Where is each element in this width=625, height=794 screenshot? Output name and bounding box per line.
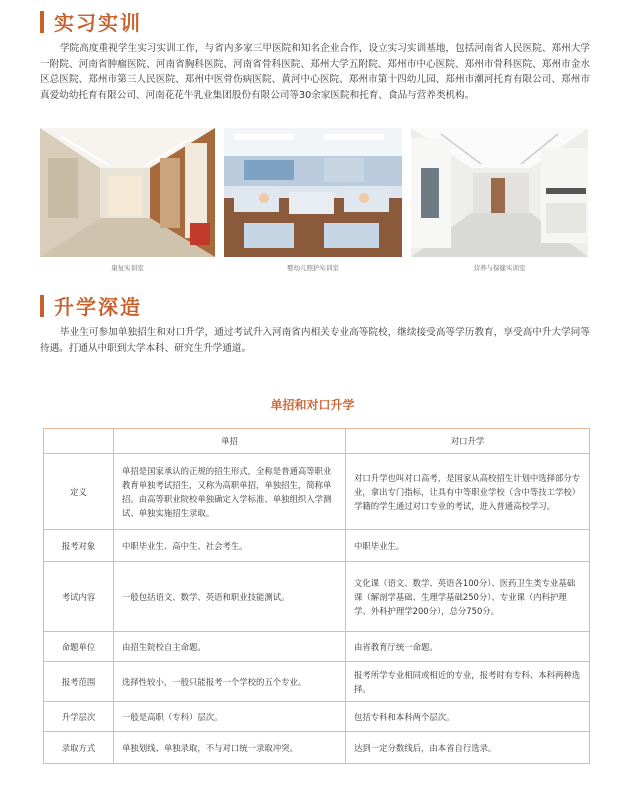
table-cell: 达到一定分数线后，由本省自行选录。	[346, 732, 590, 764]
row-header: 考试内容	[44, 562, 114, 632]
table-title: 单招和对口升学	[270, 398, 355, 412]
section-title-upgrade	[40, 291, 142, 320]
row-header: 升学层次	[44, 702, 114, 732]
row-header: 报考范围	[44, 662, 114, 702]
table-row	[44, 732, 590, 764]
table-row	[44, 632, 590, 662]
admission-comparison-table	[43, 428, 590, 764]
table-header-cell	[44, 429, 114, 454]
table-cell: 单招是国家承认的正规的招生形式，全称是普通高等职业教育单独考试招生，又称为高职单招，单独招生，简称单招。由高等职业院校单独确定入学标准、单独组织入学测试、单独实施招生录取。	[114, 454, 346, 530]
section-title-text: 实习实训	[54, 11, 142, 35]
table-cell: 选择性较小，一般只能报考一个学校的五个专业。	[114, 662, 346, 702]
table-row	[44, 530, 590, 562]
table-cell: 由省教育厅统一命题。	[346, 632, 590, 662]
practice-paragraph: 学院高度重视学生实习实训工作，与省内多家三甲医院和知名企业合作，设立实习实训基地，包括河南省人民医院、郑州大学一附院、河南省肿瘤医院、河南省胸科医院、河南省骨科医院、郑州大学五附院、郑州市中心医院、郑州市骨科医院、郑州市金水区总医院、郑州市第三人民医院、郑州中医骨伤病医院、黄河中心医院、郑州市第十四幼儿园、郑州市潮河托育有限公司、郑州市真爱幼幼托育有限公司、河南花花牛乳业集团股份有限公司等30余家医院和托育、食品与营养类机构。	[40, 43, 590, 101]
photo-caption: 婴幼儿照护实训室	[287, 264, 339, 272]
photo-caption: 康复实训室	[111, 264, 144, 272]
row-header: 命题单位	[44, 632, 114, 662]
table-header-cell: 对口升学	[346, 429, 590, 454]
rehab-lab-photo	[40, 128, 215, 257]
section-title-practice	[40, 7, 142, 36]
title-accent-bar	[40, 295, 44, 317]
table-row	[44, 562, 590, 632]
section-title-text: 升学深造	[54, 295, 142, 319]
table-cell: 中职毕业生、高中生、社会考生。	[114, 530, 346, 562]
infant-care-lab-photo	[224, 128, 402, 257]
row-header: 定义	[44, 454, 114, 530]
table-cell: 文化课（语文、数学、英语各100分）、医药卫生类专业基础课（解剖学基础、生理学基础250分）、专业课（内科护理学、外科护理学200分），总分750分。	[346, 562, 590, 632]
table-header-row	[44, 429, 590, 454]
table-cell: 由招生院校自主命题。	[114, 632, 346, 662]
table-cell: 一般包括语文、数学、英语和职业技能测试。	[114, 562, 346, 632]
table-row	[44, 662, 590, 702]
table-cell: 一般是高职（专科）层次。	[114, 702, 346, 732]
table-cell: 包括专科和本科两个层次。	[346, 702, 590, 732]
table-cell: 中职毕业生。	[346, 530, 590, 562]
table-cell: 单独划线、单独录取，不与对口统一录取冲突。	[114, 732, 346, 764]
row-header: 报考对象	[44, 530, 114, 562]
upgrade-paragraph: 毕业生可参加单独招生和对口升学，通过考试升入河南省内相关专业高等院校，继续接受高等学历教育，享受高中升大学同等待遇。打通从中职到大学本科、研究生升学通道。	[40, 327, 590, 354]
table-cell: 对口升学也叫对口高考，是国家从高校招生计划中选择部分专业，拿出专门指标，让具有中等职业学校（含中等技工学校）学籍的学生通过对口专业的考试，进入普通高校学习。	[346, 454, 590, 530]
table-row	[44, 454, 590, 530]
table-header-cell: 单招	[114, 429, 346, 454]
table-cell: 报考所学专业相同或相近的专业，报考时有专科、本科两种选择。	[346, 662, 590, 702]
table-row	[44, 702, 590, 732]
photo-caption: 营养与保健实训室	[473, 264, 526, 272]
nutrition-lab-photo	[411, 128, 588, 257]
row-header: 录取方式	[44, 732, 114, 764]
title-accent-bar	[40, 11, 44, 33]
